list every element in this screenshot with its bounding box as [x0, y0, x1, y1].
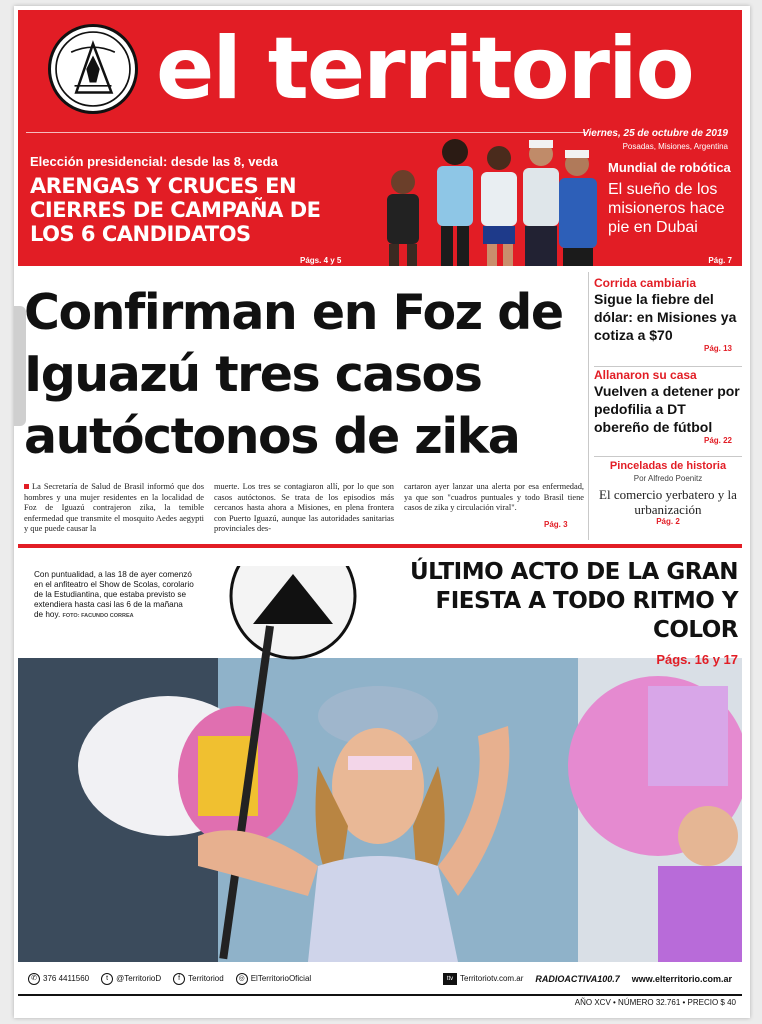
teaser-left-pages: Págs. 4 y 5: [300, 256, 342, 265]
teaser-right-headline[interactable]: El sueño de los misioneros hace pie en Dubai: [608, 181, 725, 236]
instagram-text: ElTerritorioOficial: [250, 974, 312, 984]
footer-radio[interactable]: [535, 974, 619, 984]
phone-text: 376 4411560: [43, 974, 90, 984]
main-story-column-3: cartaron ayer lanzar una alerta por esa enfermedad, ya que son "cuadros puntuales y todo Brasil tiene casos de zika y circulación viral".: [404, 482, 584, 513]
sidebar-pages: Pág. 13: [703, 344, 732, 353]
footer-bar: [18, 964, 742, 996]
feature-headline[interactable]: ÚLTIMO ACTO DE LA GRAN FIESTA A TODO RITMO Y COLOR: [409, 559, 738, 643]
masthead-title: el territorio: [156, 19, 693, 119]
photo-credit: FOTO: FACUNDO CORREA: [62, 613, 134, 619]
sidebar-byline: Por Alfredo Poenitz: [633, 474, 703, 483]
main-story-column-2: muerte. Los tres se contagiaron allí, por lo que son casos autóctonos. Se trata de los episodios más cercanos hasta ahora a Misiones, en plena frontera con Puerto Iguazú, aunque las autoridades sanitarias provinciales des-: [214, 482, 394, 534]
footer-website[interactable]: www.elterritorio.com.ar: [631, 974, 732, 984]
main-headline[interactable]: Confirman en Foz de Iguazú tres casos autóctonos de zika: [24, 284, 563, 465]
caption-text: Con puntualidad, a las 18 de ayer comenzó en el anfiteatro el Show de Scolas, corolario de la Estudiantina, que estaba previsto se extendiera hasta casi las 6 de la mañana de hoy.: [34, 570, 194, 619]
issue-info: AÑO XCV • NÚMERO 32.761 • PRECIO $ 40: [574, 998, 736, 1007]
teaser-right-kicker: Mundial de robótica: [608, 160, 731, 175]
sidebar-kicker: Corrida cambiaria: [594, 276, 697, 290]
sidebar-item-history[interactable]: [594, 460, 742, 526]
masthead: [18, 10, 742, 266]
feature-pages: Págs. 16 y 17: [656, 652, 738, 667]
footer-facebook[interactable]: [173, 973, 224, 985]
newspaper-page: [14, 6, 750, 1018]
teaser-left-kicker: Elección presidencial: desde las 8, veda: [30, 154, 278, 169]
twitter-text: @TerritorioD: [116, 974, 162, 984]
sidebar-kicker: Pinceladas de historia: [609, 460, 727, 472]
radio-frequency: 100.7: [597, 974, 620, 984]
robotics-team-photo: [363, 120, 601, 266]
sidebar-divider: [594, 456, 742, 457]
radio-text: RADIOACTIVA: [535, 974, 598, 984]
issue-date: Viernes, 25 de octubre de 2019: [582, 128, 728, 139]
sidebar-pages: Pág. 2: [656, 517, 680, 526]
footer-tv[interactable]: [443, 973, 523, 985]
sidebar-headline: Sigue la fiebre del dólar: en Misiones ya cotiza a $70: [594, 291, 737, 343]
teaser-left-headline[interactable]: ARENGAS Y CRUCES EN CIERRES DE CAMPAÑA DE LOS 6 CANDIDATOS: [30, 174, 321, 246]
issue-place: Posadas, Misiones, Argentina: [622, 142, 728, 151]
instagram-icon: ◎: [236, 973, 248, 985]
whatsapp-icon: ✆: [28, 973, 40, 985]
section-divider-bar: [18, 544, 742, 548]
tv-text: Territoriotv.com.ar: [460, 974, 524, 984]
main-story-column-1: [24, 482, 204, 535]
sidebar-pages: Pág. 22: [703, 436, 732, 445]
sidebar-headline: El comercio yerbatero y la urbanización: [599, 487, 737, 517]
teaser-right-pages: Pág. 7: [708, 256, 732, 265]
sidebar-item-exchange[interactable]: [594, 276, 742, 353]
logo-emblem-icon: [48, 24, 138, 114]
main-story-body: [24, 482, 584, 535]
sidebar-headline: Vuelven a detener por pedofilia a DT obereño de fútbol: [594, 383, 740, 435]
sidebar-kicker: Allanaron su casa: [594, 368, 697, 382]
sidebar-divider: [594, 366, 742, 367]
main-story-text-1: La Secretaría de Salud de Brasil informó que dos hombres y una mujer residentes en la localidad de Foz de Iguazú contrajeron zika, la temible enfermedad que transmite el mosquito Aedes aegypti y que puede causar la: [24, 482, 204, 534]
facebook-icon: f: [173, 973, 185, 985]
column-divider: [588, 272, 589, 540]
facebook-text: Territoriod: [188, 974, 224, 984]
bullet-square-icon: [24, 484, 29, 489]
tv-icon: ttv: [443, 973, 457, 985]
twitter-icon: t: [101, 973, 113, 985]
photo-caption: [34, 570, 194, 621]
sidebar-item-arrest[interactable]: [594, 368, 742, 445]
footer-twitter[interactable]: [101, 973, 161, 985]
footer-instagram[interactable]: [236, 973, 311, 985]
main-story-pages: Pág. 3: [544, 520, 568, 529]
footer-phone[interactable]: [28, 973, 89, 985]
